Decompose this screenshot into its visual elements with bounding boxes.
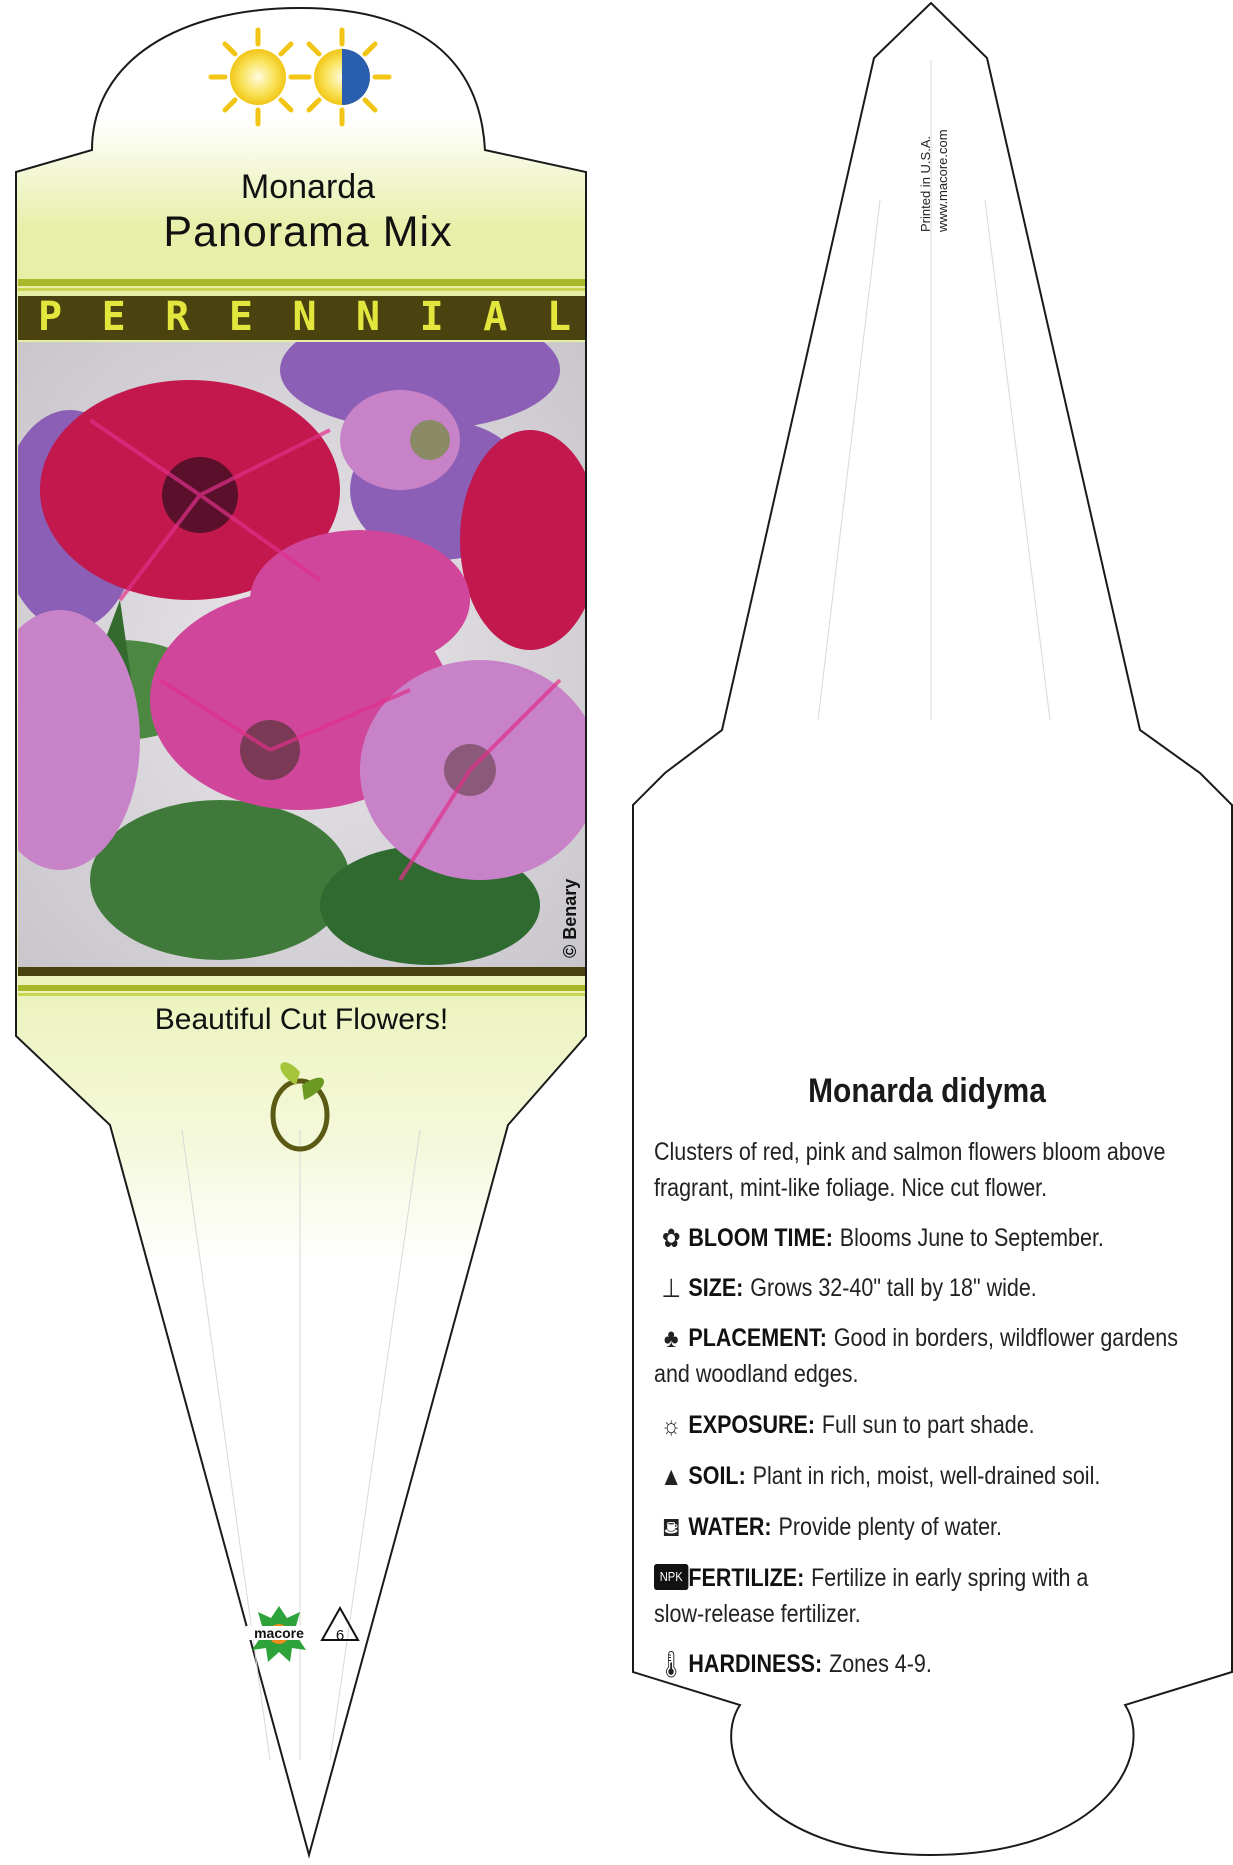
care-row (654, 1407, 1233, 1443)
category-letter: I (419, 294, 444, 340)
category-letter: A (483, 294, 508, 340)
care-row (654, 1509, 1233, 1545)
care-label: EXPOSURE: (688, 1411, 816, 1439)
care-label: SIZE: (688, 1274, 744, 1302)
care-row (654, 1458, 1233, 1494)
species-name: Monarda didyma (808, 1072, 1046, 1110)
care-row (654, 1270, 1233, 1306)
category-letter: E (101, 294, 126, 340)
care-row (654, 1560, 1233, 1632)
genus-name: Monarda (240, 168, 376, 206)
category-letter: N (356, 294, 381, 340)
size-icon: ⊥ (661, 1273, 681, 1303)
care-text: Full sun to part shade. (821, 1411, 1035, 1439)
full-sun-icon (211, 30, 305, 124)
category-letter: R (165, 294, 190, 340)
category-letter: N (292, 294, 317, 340)
plants-icon: ♣ (663, 1323, 679, 1353)
part-shade-icon (295, 30, 389, 124)
care-row (654, 1646, 1233, 1682)
care-text-continued: and woodland edges. (654, 1360, 859, 1388)
description-text: Clusters of red, pink and salmon flowers bloom above fragrant, mint-like foliage. Nice cut flower. (654, 1138, 1166, 1202)
care-row (654, 1320, 1233, 1392)
care-text: Zones 4-9. (829, 1650, 932, 1678)
care-label: SOIL: (688, 1462, 746, 1490)
photo-credit: © Benary (560, 878, 580, 958)
macore-logo-text: macore (254, 1625, 304, 1641)
care-text: Good in borders, wildflower gardens (833, 1324, 1179, 1352)
category-letter: E (228, 294, 253, 340)
care-text: Plant in rich, moist, well-drained soil. (752, 1462, 1101, 1490)
recycle-number: 6 (335, 1627, 345, 1644)
thermometer-icon: 🌡 (656, 1649, 686, 1679)
care-row (654, 1220, 1233, 1256)
category-label (18, 294, 585, 340)
care-label: HARDINESS: (688, 1650, 823, 1678)
care-text: Blooms June to September. (839, 1224, 1104, 1252)
tagline: Beautiful Cut Flowers! (154, 1003, 449, 1036)
care-label: WATER: (688, 1513, 772, 1541)
care-label: PLACEMENT: (688, 1324, 827, 1352)
care-label: BLOOM TIME: (688, 1224, 833, 1252)
care-text: Provide plenty of water. (778, 1513, 1002, 1541)
category-letter: P (38, 294, 63, 340)
sun-outline-icon: ☼ (660, 1410, 682, 1440)
care-text: Grows 32-40" tall by 18" wide. (750, 1274, 1037, 1302)
care-text-continued: slow-release fertilizer. (654, 1600, 861, 1628)
website: www.macore.com (935, 129, 950, 232)
care-label: FERTILIZE: (688, 1564, 805, 1592)
printed-in: Printed in U.S.A. (918, 135, 933, 232)
cultivar-name: Panorama Mix (163, 208, 453, 256)
watering-can-icon: ⛾ (662, 1512, 681, 1542)
npk-icon: NPK (654, 1564, 688, 1590)
flower-icon: ✿ (661, 1223, 681, 1253)
care-text: Fertilize in early spring with a (811, 1564, 1089, 1592)
description (654, 1134, 1213, 1206)
flower-photo (0, 310, 600, 967)
category-letter: L (546, 294, 571, 340)
soil-icon: ▲ (660, 1461, 683, 1491)
print-info (917, 129, 951, 232)
